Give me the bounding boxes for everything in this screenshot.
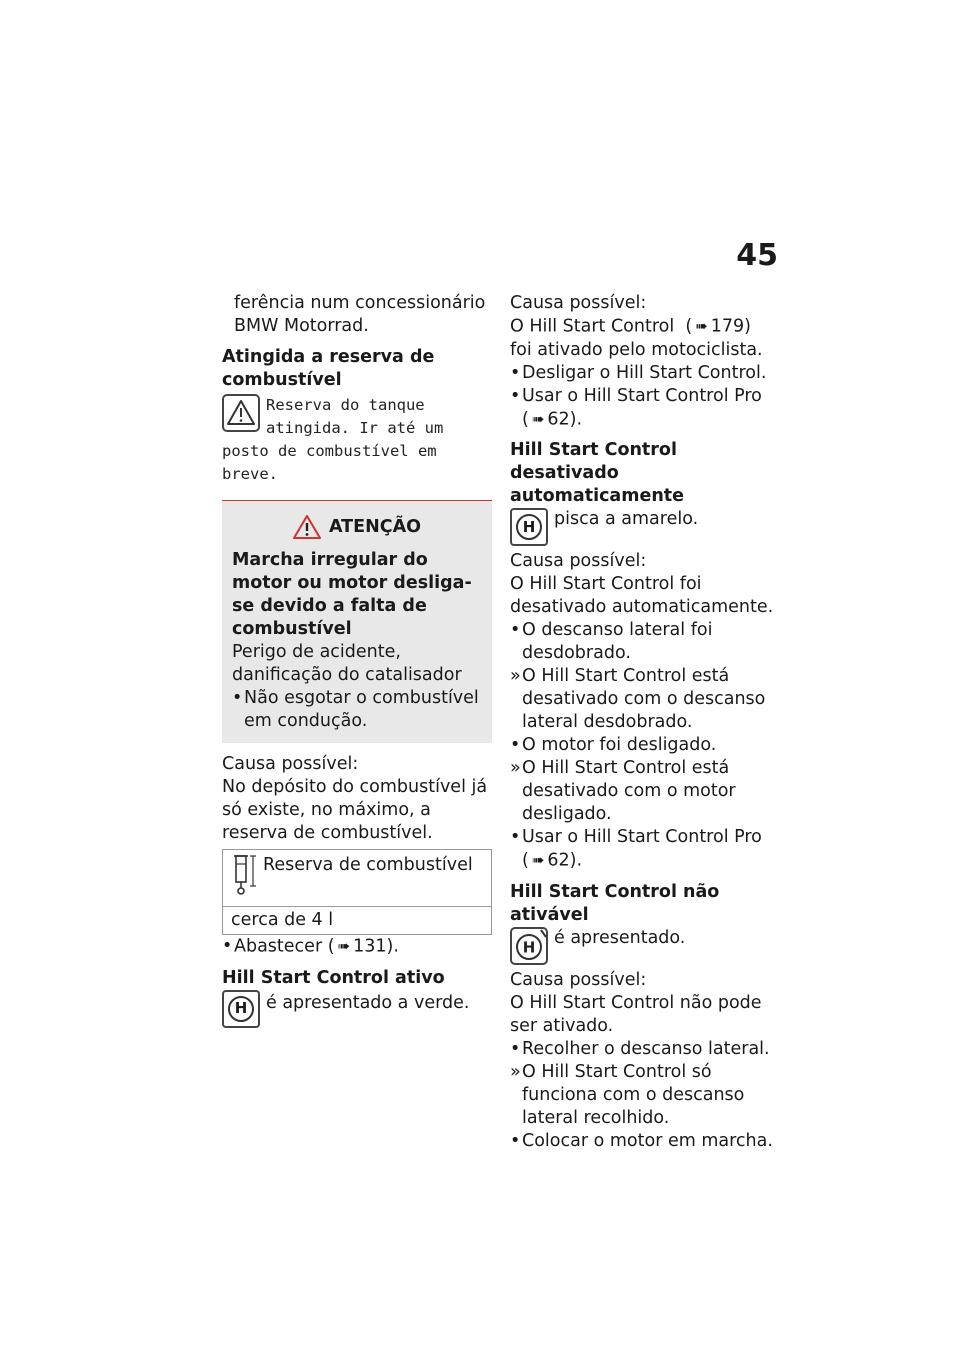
- hsc-active-text: é apresentado a verde.: [266, 992, 470, 1013]
- warning-text: Perigo de acidente, danificação do catalisador: [232, 642, 462, 685]
- bullet-use-hsc-pro-2: • Usar o Hill Start Control Pro ( ➠ 62).: [510, 826, 780, 873]
- cause-label-3: Causa possível:: [510, 969, 647, 990]
- cause3-text: O Hill Start Control não pode ser ativado.: [510, 992, 762, 1036]
- cause-label-1: Causa possível:: [510, 293, 647, 313]
- warning-title-row: [232, 515, 482, 539]
- hill-start-control-icon: H: [222, 990, 260, 1026]
- arrow-ref-icon: ➠: [531, 851, 545, 869]
- svg-text:H: H: [522, 938, 536, 956]
- fuel-display-line-4: breve.: [222, 465, 278, 483]
- result-side-stand: » O Hill Start Control está desativado com o descanso lateral desdobrado.: [510, 665, 780, 734]
- fuel-display-line-3: posto de combustível em: [222, 442, 437, 460]
- cause1-line-2: foi ativado pelo motociclista.: [510, 339, 763, 360]
- cause2-text: O Hill Start Control foi desativado automaticamente.: [510, 574, 774, 617]
- spec-value: cerca de 4 l: [231, 910, 334, 930]
- result-retract-stand: » O Hill Start Control só funciona com o descanso lateral recolhido.: [510, 1061, 780, 1130]
- hsc-not-available-text: é apresentado.: [554, 927, 686, 948]
- intro-line-2: BMW Motorrad.: [234, 316, 369, 336]
- fuel-reserve-heading: Atingida a reserva de combustível: [222, 347, 435, 390]
- fuel-gauge-icon: [223, 850, 263, 906]
- caution-icon: [293, 515, 321, 539]
- hill-start-control-unavailable-icon: [510, 927, 548, 963]
- hsc-auto-heading: Hill Start Control desativado automaticamente: [510, 440, 685, 506]
- right-column: [510, 292, 780, 1153]
- refuel-bullet: • Abastecer ( ➠ 131).: [222, 935, 492, 959]
- arrow-ref-icon: ➠: [337, 937, 351, 955]
- bullet-start-engine: • Colocar o motor em marcha.: [510, 1130, 780, 1153]
- warning-triangle-icon: [222, 394, 260, 430]
- bullet-engine-off: • O motor foi desligado.: [510, 734, 780, 757]
- cause-text: No depósito do combustível já só existe, no máximo, a reserva de combustível.: [222, 777, 488, 843]
- result-engine-off: » O Hill Start Control está desativado com o motor desligado.: [510, 757, 780, 826]
- fuel-display-line-2: atingida. Ir até um: [266, 419, 444, 437]
- intro-line-1: ferência num concessionário: [234, 293, 486, 313]
- arrow-ref-icon: ➠: [531, 409, 545, 428]
- left-column: [222, 292, 492, 1026]
- warning-title: ATENÇÃO: [329, 517, 421, 537]
- bullet-use-hsc-pro: • Usar o Hill Start Control Pro ( ➠ 62).: [510, 385, 780, 432]
- cause-label: Causa possível:: [222, 754, 359, 774]
- warning-box: [222, 500, 492, 743]
- bullet-retract-stand: • Recolher o descanso lateral.: [510, 1038, 780, 1061]
- hill-start-control-icon: H: [510, 508, 548, 544]
- page-number: 45: [736, 238, 778, 273]
- warning-heading: Marcha irregular do motor ou motor desliga-se devido a falta de combustível: [232, 550, 472, 639]
- spec-label: Reserva de combustível: [263, 855, 473, 875]
- bullet-disable-hsc: • Desligar o Hill Start Control.: [510, 362, 780, 385]
- bullet-side-stand: • O descanso lateral foi desdobrado.: [510, 619, 780, 665]
- fuel-reserve-spec-table: [222, 849, 492, 935]
- cause-label-2: Causa possível:: [510, 551, 647, 571]
- hsc-auto-text: pisca a amarelo.: [554, 509, 699, 529]
- hsc-active-heading: Hill Start Control ativo: [222, 967, 445, 988]
- arrow-ref-icon: ➠: [695, 317, 708, 335]
- cause1-line-1: O Hill Start Control ( ➠ 179): [510, 316, 751, 337]
- fuel-display-line-1: Reserva do tanque: [266, 396, 425, 414]
- hsc-not-available-heading: Hill Start Control não ativável: [510, 881, 720, 925]
- warning-bullet: • Não esgotar o combustível em condução.: [232, 687, 482, 733]
